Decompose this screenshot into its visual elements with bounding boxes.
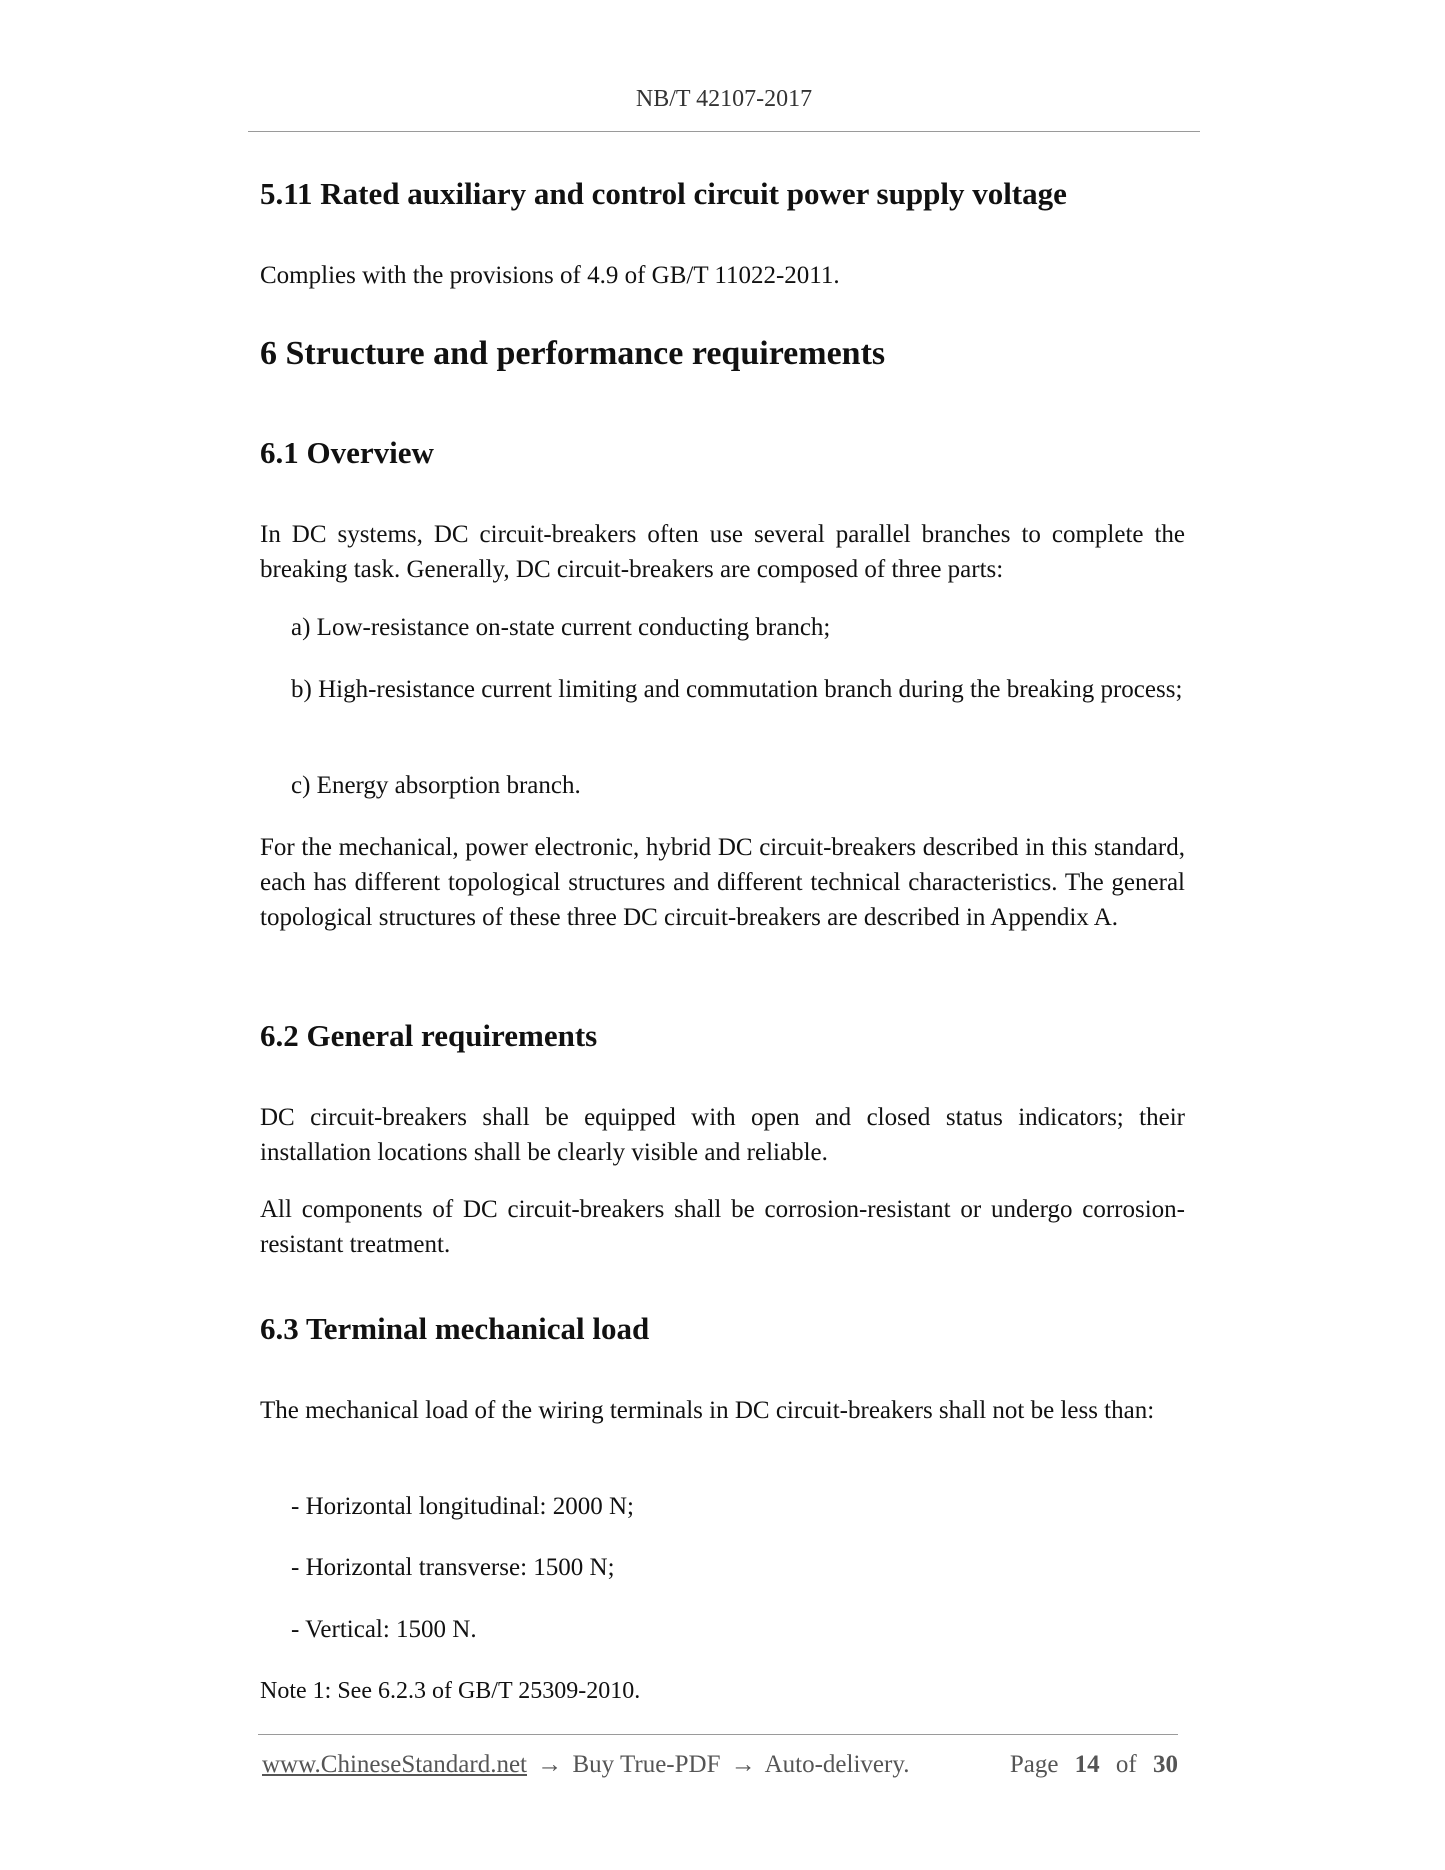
section-6-1-list-item-b: b) High-resistance current limiting and commutation branch during the breaking process; <box>291 676 1183 703</box>
section-6-1-topology-paragraph: For the mechanical, power electronic, hybrid DC circuit-breakers described in this standard, each has different topological structures and different technical characteristics. The general topological structures of these three DC circuit-breakers are described in Appendix A. <box>260 834 1185 931</box>
section-6-1-heading: 6.1 Overview <box>260 435 434 470</box>
section-6-2-heading: 6.2 General requirements <box>260 1018 598 1053</box>
buy-true-pdf-text: Buy True-PDF <box>572 1751 721 1778</box>
section-5-11-heading: 5.11 Rated auxiliary and control circuit power supply voltage <box>260 176 1067 211</box>
section-6-3-note: Note 1: See 6.2.3 of GB/T 25309-2010. <box>260 1678 641 1704</box>
section-6-1-intro-paragraph: In DC systems, DC circuit-breakers often use several parallel branches to complete the breaking task. Generally, DC circuit-breakers are composed of three parts: <box>260 521 1185 583</box>
section-6-1-list-item-a: a) Low-resistance on-state current conducting branch; <box>291 614 831 641</box>
page-footer <box>262 1751 1178 1787</box>
footer-promo <box>262 1751 909 1779</box>
section-5-11-paragraph: Complies with the provisions of 4.9 of GB/T 11022-2011. <box>260 262 840 289</box>
section-6-3-heading: 6.3 Terminal mechanical load <box>260 1311 650 1346</box>
of-label: of <box>1115 1751 1137 1778</box>
section-6-3-list-item-longitudinal: - Horizontal longitudinal: 2000 N; <box>291 1493 635 1520</box>
page-number: 14 <box>1074 1751 1100 1778</box>
header-divider <box>248 131 1200 132</box>
document-id-header: NB/T 42107-2017 <box>635 86 813 112</box>
section-6-heading: 6 Structure and performance requirements <box>260 335 886 372</box>
arrow-right-icon: → <box>537 1751 563 1778</box>
section-6-3-list-item-transverse: - Horizontal transverse: 1500 N; <box>291 1554 615 1581</box>
total-pages: 30 <box>1153 1751 1178 1778</box>
chinesestandard-link[interactable]: www.ChineseStandard.net <box>262 1751 527 1778</box>
section-6-1-list-item-c: c) Energy absorption branch. <box>291 772 581 799</box>
footer-divider <box>258 1734 1178 1735</box>
section-6-2-corrosion-paragraph: All components of DC circuit-breakers shall be corrosion-resistant or undergo corrosion-resistant treatment. <box>260 1196 1185 1258</box>
page-label: Page <box>1009 1751 1059 1778</box>
page-indicator <box>1010 1751 1178 1779</box>
auto-delivery-text: Auto-delivery. <box>764 1751 910 1778</box>
arrow-right-icon: → <box>730 1751 756 1778</box>
section-6-3-list-item-vertical: - Vertical: 1500 N. <box>291 1616 477 1643</box>
section-6-3-load-paragraph: The mechanical load of the wiring terminals in DC circuit-breakers shall not be less than: <box>260 1397 1155 1424</box>
section-6-2-indicator-paragraph: DC circuit-breakers shall be equipped with open and closed status indicators; their installation locations shall be clearly visible and reliable. <box>260 1104 1185 1166</box>
